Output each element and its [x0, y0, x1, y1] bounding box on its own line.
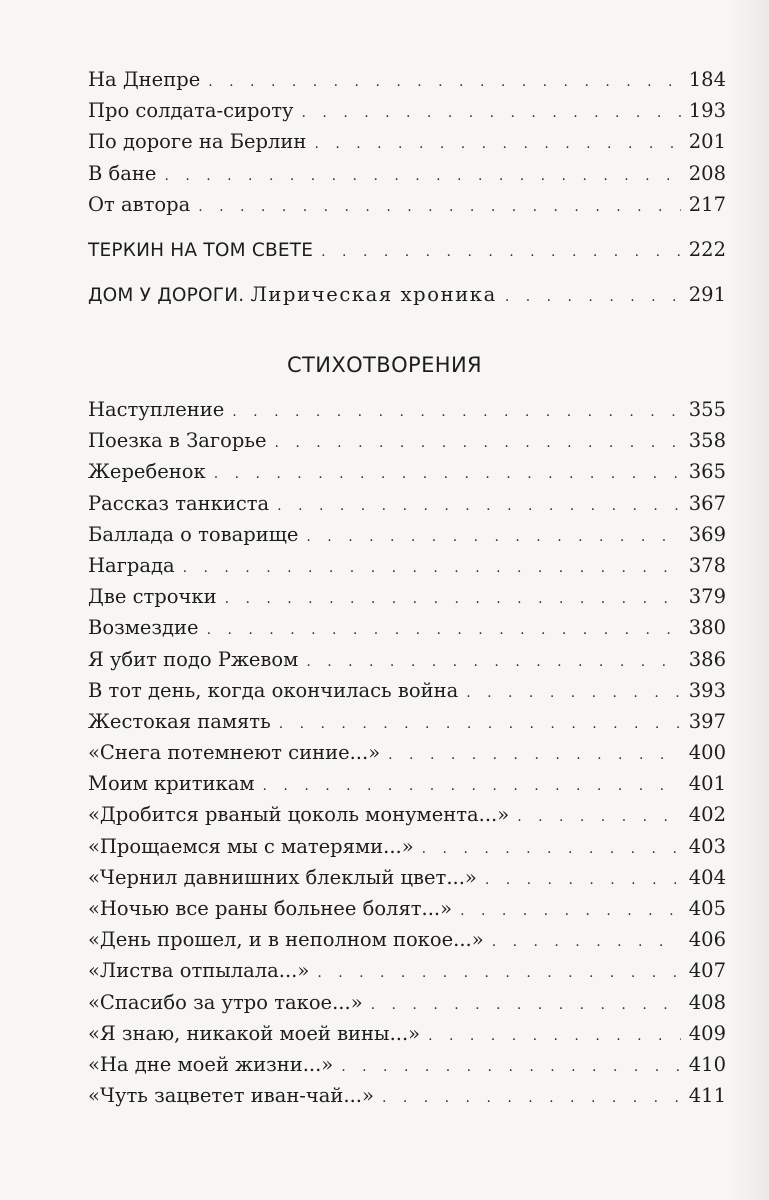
toc-entry	[88, 955, 726, 986]
dot-leader	[208, 67, 681, 98]
toc-entry	[88, 581, 726, 612]
toc-entry-page: 208	[688, 161, 726, 185]
toc-entry	[88, 1018, 726, 1049]
dot-leader	[302, 98, 681, 129]
toc-entry-title-caps: ДОМ У ДОРОГИ.	[88, 285, 245, 307]
toc-entry-title: «День прошел, и в неполном покое...»	[88, 928, 484, 952]
dot-leader	[306, 522, 680, 553]
dot-leader	[317, 958, 680, 989]
toc-entry	[88, 612, 726, 643]
toc-entry	[88, 893, 726, 924]
dot-leader	[371, 990, 681, 1021]
toc-entry	[88, 394, 726, 425]
toc-entry-page: 406	[688, 928, 726, 952]
toc-major-entry	[88, 279, 726, 310]
toc-entry-page: 405	[688, 897, 726, 920]
toc-entry-title: На Днепре	[88, 68, 201, 91]
toc-entry-title: Награда	[88, 553, 175, 577]
toc-entry-page: 408	[688, 990, 726, 1014]
toc-entry-title: Моим критикам	[88, 772, 255, 796]
toc-entry-page: 358	[688, 429, 726, 453]
dot-leader	[263, 771, 681, 802]
toc-entry	[88, 644, 726, 675]
toc-entry-page: 409	[688, 1021, 726, 1045]
toc-entry	[88, 488, 726, 519]
dot-leader	[164, 161, 680, 192]
dot-leader	[225, 584, 681, 615]
toc-entry-title: Наступление	[88, 398, 225, 421]
toc-entry-page: 402	[688, 803, 726, 827]
dot-leader	[422, 834, 681, 865]
toc-entry-page: 407	[688, 959, 726, 983]
toc-entry-page: 222	[688, 237, 726, 261]
toc-entry	[88, 189, 726, 220]
toc-entry	[88, 95, 726, 126]
dot-leader	[279, 709, 681, 740]
toc-entry-page: 410	[688, 1052, 726, 1076]
toc-entry	[88, 126, 726, 157]
toc-poems-block	[88, 394, 726, 1111]
toc-entry	[88, 924, 726, 955]
toc-entry-subtitle: Лирическая хроника	[250, 283, 497, 307]
toc-entry-title: «Я знаю, никакой моей вины...»	[88, 1021, 421, 1045]
toc-entry-title: «Снега потемнеют синие...»	[88, 741, 381, 765]
dot-leader	[428, 1021, 681, 1052]
dot-leader	[214, 459, 681, 490]
toc-entry-page: 393	[688, 678, 726, 702]
dot-leader	[505, 282, 681, 313]
toc-entry-title: ТЕРКИН НА ТОМ СВЕТЕ	[88, 239, 314, 261]
page-edge-shadow	[729, 0, 769, 1200]
dot-leader	[183, 553, 681, 584]
toc-entry	[88, 768, 726, 799]
dot-leader	[517, 802, 681, 833]
toc-entry-page: 379	[688, 585, 726, 609]
toc-entry-page: 378	[688, 553, 726, 577]
dot-leader	[277, 491, 681, 522]
toc-entry	[88, 1049, 726, 1080]
toc-entry-title: Баллада о товарище	[88, 522, 299, 546]
toc-entry-page: 193	[688, 99, 726, 123]
toc-entry	[88, 1080, 726, 1111]
toc-entry-page: 386	[688, 647, 726, 671]
toc-entry-title: «Чуть зацветет иван-чай...»	[88, 1084, 374, 1108]
dot-leader	[321, 237, 681, 268]
toc-top-block	[88, 64, 726, 310]
toc-entry-title: «Спасибо за утро такое...»	[88, 990, 363, 1014]
toc-entry	[88, 862, 726, 893]
toc-entry-title: Рассказ танкиста	[88, 491, 270, 515]
toc-entry-title: Про солдата-сироту	[88, 99, 294, 123]
dot-leader	[232, 397, 680, 428]
toc-entry-title: «Дробится рваный цоколь монумента...»	[88, 803, 510, 827]
toc-entry-page: 217	[688, 192, 726, 216]
toc-entry	[88, 550, 726, 581]
toc-entry-title: В бане	[88, 161, 157, 185]
toc-entry-page: 404	[688, 865, 726, 889]
dot-leader	[207, 615, 681, 646]
toc-entry	[88, 675, 726, 706]
dot-leader	[341, 1052, 681, 1083]
dot-leader	[198, 192, 681, 223]
toc-entry-page: 369	[688, 522, 726, 546]
toc-entry-page: 184	[688, 68, 726, 91]
toc-entry	[88, 158, 726, 189]
toc-entry-page: 403	[688, 834, 726, 858]
toc-entry-title: «Листва отпылала...»	[88, 959, 310, 983]
toc-major-entry	[88, 234, 726, 265]
toc-entry-title: По дороге на Берлин	[88, 130, 307, 154]
dot-leader	[388, 740, 681, 771]
toc-entry	[88, 737, 726, 768]
toc-entry-page: 400	[688, 741, 726, 765]
toc-entry-title: «На дне моей жизни...»	[88, 1052, 334, 1076]
toc-entry-page: 365	[688, 460, 726, 484]
toc-entry	[88, 799, 726, 830]
toc-entry-page: 367	[688, 491, 726, 515]
toc-entry	[88, 425, 726, 456]
dot-leader	[306, 647, 680, 678]
dot-leader	[492, 927, 681, 958]
toc-entry-title: Поезка в Загорье	[88, 429, 267, 453]
toc-entry-title: Жестокая память	[88, 709, 271, 733]
dot-leader	[382, 1083, 681, 1114]
toc-entry-page: 401	[688, 772, 726, 796]
toc-entry-title	[88, 279, 505, 311]
toc-entry	[88, 987, 726, 1018]
toc-entry	[88, 706, 726, 737]
toc-entry-page: 411	[688, 1084, 726, 1108]
toc-entry-title: В тот день, когда окончилась война	[88, 678, 459, 702]
toc-entry-title: Я убит подо Ржевом	[88, 647, 299, 671]
dot-leader	[466, 678, 681, 709]
section-heading: СТИХОТВОРЕНИЯ	[286, 353, 483, 377]
toc-entry-page: 291	[688, 283, 726, 307]
dot-leader	[274, 428, 680, 459]
toc-entry-page: 201	[688, 130, 726, 154]
dot-leader	[460, 896, 681, 927]
toc-entry-title: «Ночью все раны больнее болят...»	[88, 897, 453, 920]
toc-entry	[88, 456, 726, 487]
toc-entry-title: От автора	[88, 192, 191, 216]
toc-entry-page: 355	[688, 398, 726, 421]
toc-entry-title: Возмездие	[88, 616, 199, 640]
toc-entry-title: Две строчки	[88, 585, 217, 609]
dot-leader	[485, 865, 681, 896]
toc-entry	[88, 831, 726, 862]
toc-entry-title: «Прощаемся мы с матерями...»	[88, 834, 414, 858]
toc-entry	[88, 64, 726, 95]
toc-entry	[88, 519, 726, 550]
toc-entry-page: 380	[688, 616, 726, 640]
toc-entry-title: «Чернил давнишних блеклый цвет...»	[88, 865, 477, 889]
toc-entry-title: Жеребенок	[88, 460, 206, 484]
dot-leader	[314, 129, 680, 160]
toc-entry-page: 397	[688, 709, 726, 733]
